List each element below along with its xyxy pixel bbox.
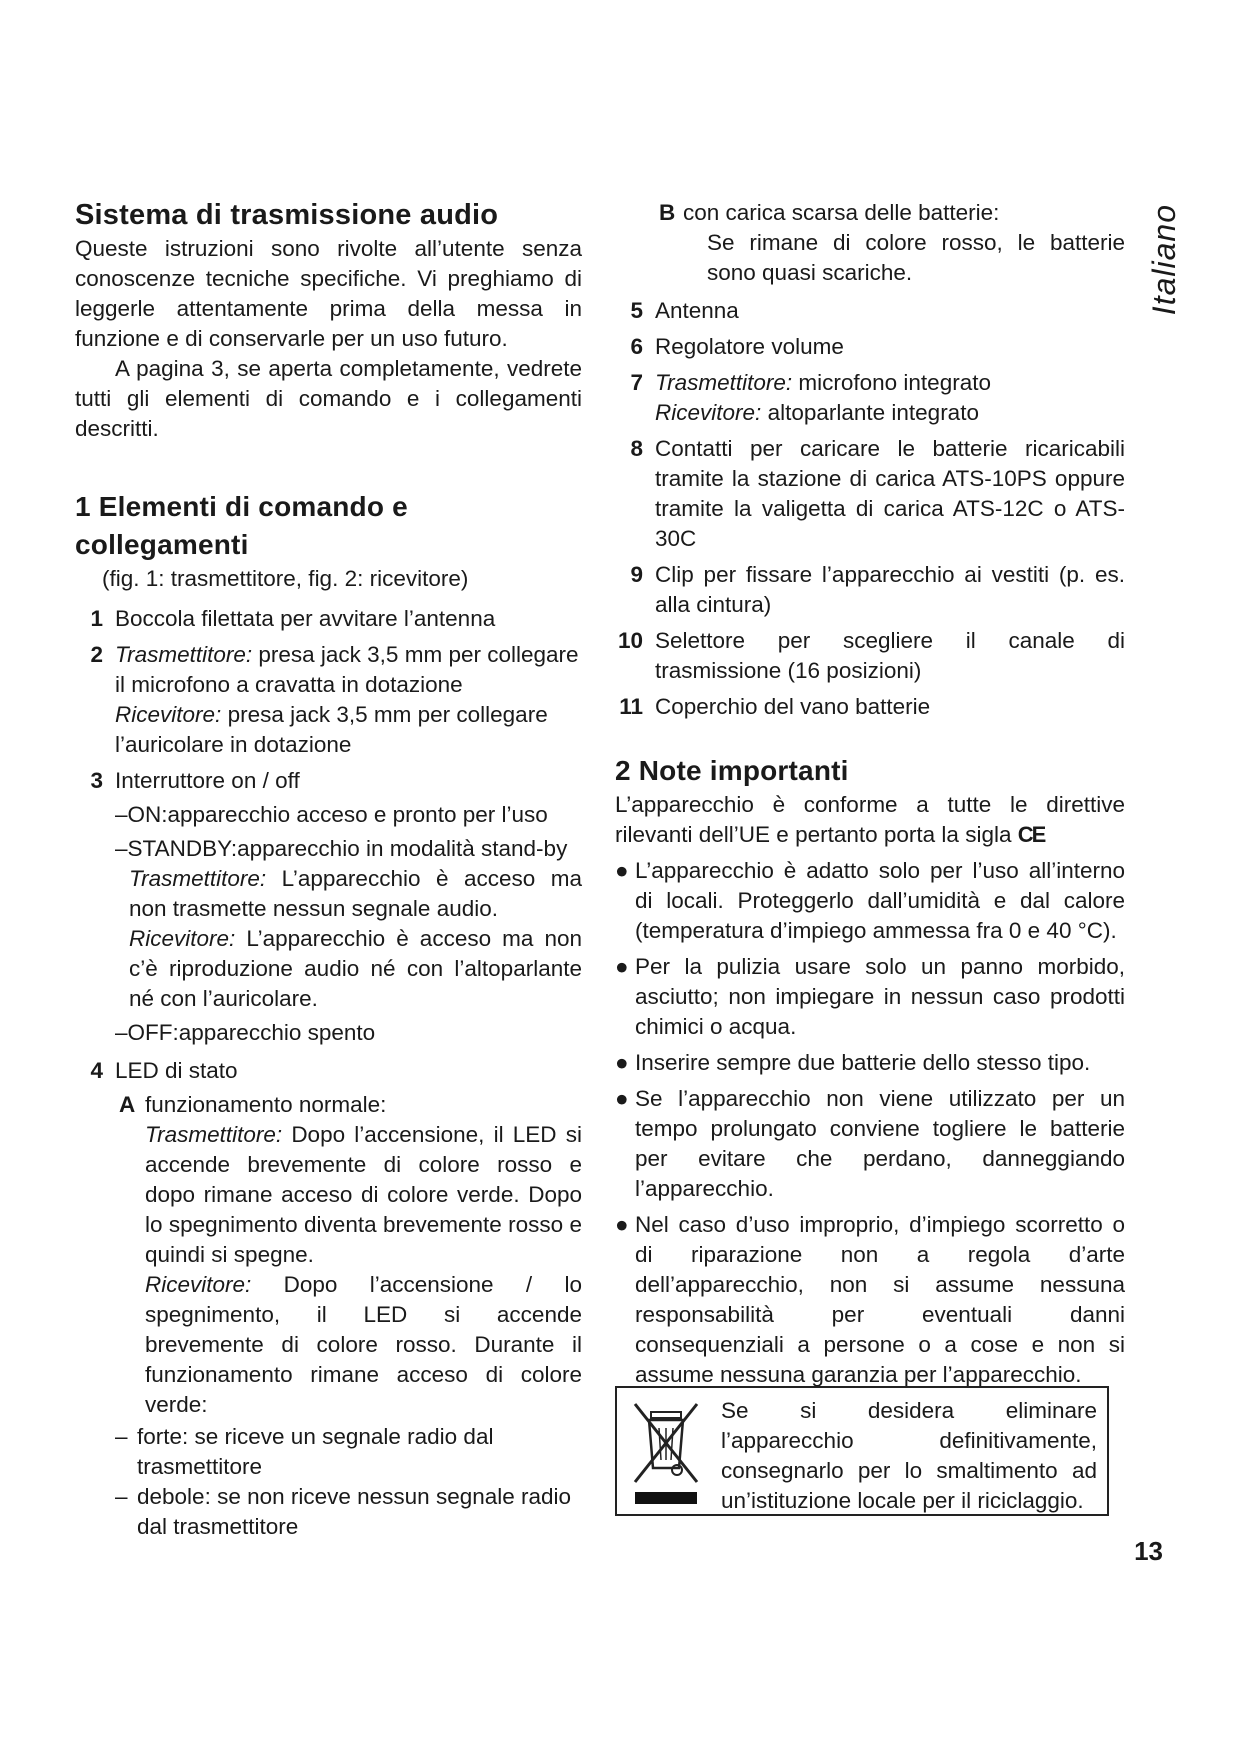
item-number: 11 xyxy=(619,694,643,719)
item-label: Ricevitore: xyxy=(129,926,236,951)
item-text: LED di stato xyxy=(115,1058,238,1083)
switch-standby: –STANDBY:apparecchio in modalità stand-by xyxy=(115,836,568,861)
section-2-intro: L’apparecchio è conforme a tutte le direttive rilevanti dell’UE e pertanto porta la sigla CE xyxy=(615,792,1125,847)
list-item xyxy=(75,640,582,760)
list-item xyxy=(615,692,1125,722)
item-text: Selettore per scegliere il canale di trasmissione (16 posizioni) xyxy=(655,628,1125,683)
item-label: Trasmettitore: xyxy=(145,1122,283,1147)
item-label: Trasmettitore: xyxy=(129,866,267,891)
crossed-out-bin-icon xyxy=(631,1398,701,1508)
item-number: 8 xyxy=(630,436,643,461)
item-text: Antenna xyxy=(655,298,739,323)
item-text: L’apparecchio è acceso ma non trasmette nessun segnale audio. xyxy=(129,866,582,921)
intro-paragraph: Queste istruzioni sono rivolte all’utente senza conoscenze tecniche specifiche. Vi preghiamo di leggerle attentamente prima della messa in funzione e di conservarle per un uso futuro. xyxy=(75,236,582,351)
list-item xyxy=(75,766,582,1048)
item-text: forte: se riceve un segnale radio dal trasmettitore xyxy=(137,1424,494,1479)
item-letter: A xyxy=(119,1092,136,1117)
list-item xyxy=(615,198,1125,288)
list-item xyxy=(615,626,1125,686)
list-item: – debole: se non riceve nessun segnale radio dal trasmettitore xyxy=(115,1484,572,1539)
language-label: Italiano xyxy=(1146,204,1182,316)
item-label: Trasmettitore: xyxy=(655,370,793,395)
left-column xyxy=(75,196,582,1542)
list-item xyxy=(615,368,1125,428)
list-item xyxy=(615,560,1125,620)
item-number: 9 xyxy=(630,562,643,587)
list-item: – forte: se riceve un segnale radio dal trasmettitore xyxy=(115,1424,494,1479)
intro-paragraph-2: A pagina 3, se aperta completamente, vedrete tutti gli elementi di comando e i collegamenti descritti. xyxy=(75,356,582,441)
disposal-notice-text: Se si desidera eliminare l’apparecchio definitivamente, consegnarlo per lo smaltimento ad un’istituzione locale per il riciclaggio. xyxy=(721,1398,1097,1513)
bullet-item: ● Nel caso d’uso improprio, d’impiego scorretto o di riparazione non a regola d’arte dell’apparecchio, non si assume nessuna responsabilità per eventuali danni consequenziali a persone o a cose e non si assume nessuna garanzia per l’apparecchio. xyxy=(615,1212,1125,1387)
item-text: L’apparecchio è acceso ma non c’è riproduzione audio né con l’altoparlante né con l’auricolare. xyxy=(129,926,582,1011)
switch-on: –ON:apparecchio acceso e pronto per l’uso xyxy=(115,802,548,827)
bullet-text: Inserire sempre due batterie dello stesso tipo. xyxy=(635,1050,1091,1075)
item-number: 6 xyxy=(630,334,643,359)
bullet-item: ● Per la pulizia usare solo un panno morbido, asciutto; non impiegare in nessun caso prodotti chimici o acqua. xyxy=(615,954,1125,1039)
document-title: Sistema di trasmissione audio xyxy=(75,199,499,231)
item-text: con carica scarsa delle batterie: xyxy=(683,200,1000,225)
list-item xyxy=(615,332,1125,362)
item-number: 7 xyxy=(630,370,643,395)
item-number: 3 xyxy=(90,768,103,793)
bullet-item: ● Se l’apparecchio non viene utilizzato per un tempo prolungato conviene togliere le batterie per evitare che perdano, danneggiando l’apparecchio. xyxy=(615,1086,1125,1201)
bullet-text: Nel caso d’uso improprio, d’impiego scorretto o di riparazione non a regola d’arte dell’apparecchio, non si assume nessuna responsabilità per eventuali danni consequenziali a persone o a cose e non si assume nessuna garanzia per l’apparecchio. xyxy=(635,1212,1125,1387)
item-text: Se rimane di colore rosso, le batterie sono quasi scariche. xyxy=(707,230,1125,285)
right-column xyxy=(615,198,1125,1390)
page-number: 13 xyxy=(1134,1536,1163,1566)
item-text: altoparlante integrato xyxy=(767,400,979,425)
bullet-item: ● L’apparecchio è adatto solo per l’uso all’interno di locali. Proteggerlo dall’umidità e dal calore (temperatura d’impiego ammessa fra 0 e 40 °C). xyxy=(615,858,1125,943)
item-text: presa jack 3,5 mm per collegare l’auricolare in dotazione xyxy=(115,702,548,757)
item-text: Boccola filettata per avvitare l’antenna xyxy=(115,606,496,631)
item-text: funzionamento normale: xyxy=(145,1092,387,1117)
item-number: 1 xyxy=(90,606,103,631)
item-label: Ricevitore: xyxy=(115,702,222,727)
item-text: Regolatore volume xyxy=(655,334,844,359)
item-number: 2 xyxy=(90,642,103,667)
section-2-title: 2 Note importanti xyxy=(615,755,849,786)
list-item xyxy=(615,296,1125,326)
item-text: Contatti per caricare le batterie ricaricabili tramite la stazione di carica ATS-10PS oppure tramite la valigetta di carica ATS-12C o ATS-30C xyxy=(655,436,1125,551)
bullet-text: Per la pulizia usare solo un panno morbido, asciutto; non impiegare in nessun caso prodotti chimici o acqua. xyxy=(635,954,1125,1039)
item-label: Ricevitore: xyxy=(145,1272,252,1297)
item-label: Ricevitore: xyxy=(655,400,762,425)
item-text: Interruttore on / off xyxy=(115,768,300,793)
item-number: 5 xyxy=(630,298,643,323)
section-1-subtitle: (fig. 1: trasmettitore, fig. 2: ricevitore) xyxy=(102,566,469,591)
bullet-text: L’apparecchio è adatto solo per l’uso all’interno di locali. Proteggerlo dall’umidità e dal calore (temperatura d’impiego ammessa fra 0 e 40 °C). xyxy=(635,858,1125,943)
list-item xyxy=(75,1056,582,1542)
item-text: Dopo l’accensione / lo spegnimento, il LED si accende brevemente di colore rosso. Durante il funzionamento rimane acceso di colore verde: xyxy=(145,1272,582,1417)
item-text: Clip per fissare l’apparecchio ai vestiti (p. es. alla cintura) xyxy=(655,562,1125,617)
item-text: Dopo l’accensione, il LED si accende brevemente di colore rosso e dopo rimane acceso di colore verde. Dopo lo spegnimento diventa brevemente rosso e quindi si spegne. xyxy=(145,1122,582,1267)
item-text: Coperchio del vano batterie xyxy=(655,694,931,719)
item-text: presa jack 3,5 mm per collegare il microfono a cravatta in dotazione xyxy=(115,642,579,697)
item-letter: B xyxy=(659,200,676,225)
section-1-title: 1 Elementi di comando e collegamenti xyxy=(75,491,408,560)
list-item xyxy=(615,434,1125,554)
bullet-item: ● Inserire sempre due batterie dello stesso tipo. xyxy=(615,1050,1091,1075)
item-number: 10 xyxy=(617,628,643,653)
switch-off: –OFF:apparecchio spento xyxy=(115,1020,376,1045)
item-label: Trasmettitore: xyxy=(115,642,253,667)
item-number: 4 xyxy=(90,1058,103,1083)
item-text: microfono integrato xyxy=(798,370,991,395)
ce-mark: CE xyxy=(1017,822,1045,847)
disposal-notice-box xyxy=(615,1386,1109,1516)
list-item xyxy=(75,604,582,634)
item-text: debole: se non riceve nessun segnale radio dal trasmettitore xyxy=(137,1484,572,1539)
bullet-text: Se l’apparecchio non viene utilizzato per un tempo prolungato conviene togliere le batterie per evitare che perdano, danneggiando l’apparecchio. xyxy=(635,1086,1125,1201)
